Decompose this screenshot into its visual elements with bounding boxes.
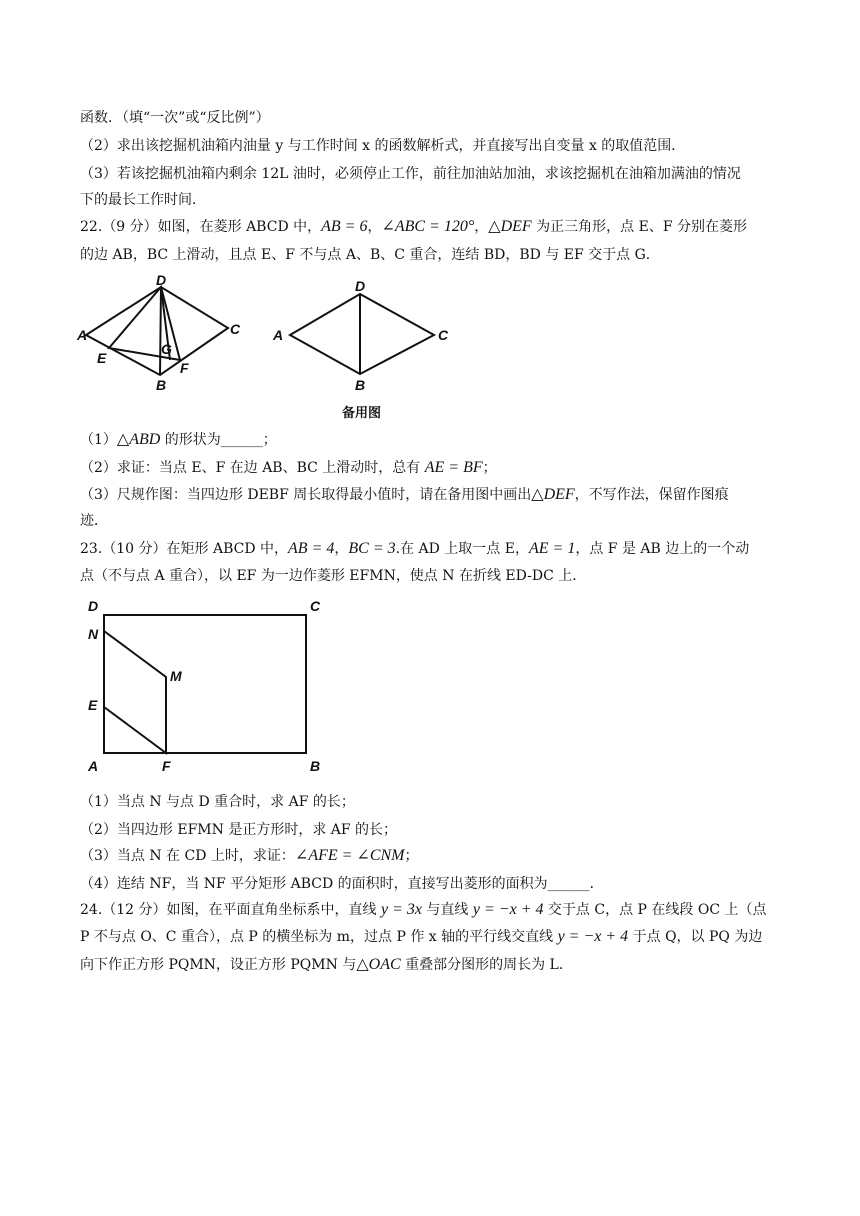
fig2-label-b: B xyxy=(355,377,366,393)
figure-rectangle-rhombus xyxy=(80,593,330,778)
fig1-label-c: C xyxy=(230,321,241,337)
q23-text-a: 23.（10 分）在矩形 ABCD 中， xyxy=(80,541,289,557)
rhombus-abcd-spare xyxy=(290,294,434,374)
segment-bd xyxy=(160,287,161,375)
question-22-part-3 xyxy=(80,485,800,505)
text-line-2: （2）求出该挖掘机油箱内油量 y 与工作时间 x 的函数解析式，并直接写出自变量 x 的取值范围． xyxy=(80,138,686,154)
fig2-label-d: D xyxy=(355,278,366,294)
q24-text-c: 交于点 C，点 P 在线段 OC 上（点 xyxy=(543,902,767,918)
fig1-label-g: G xyxy=(161,341,172,357)
q24-text-g: 重叠部分图形的周长为 L． xyxy=(400,957,573,973)
q23-text-c: ，点 F 是 AB 边上的一个动 xyxy=(575,541,750,557)
question-24-stem-2 xyxy=(80,927,800,947)
question-22-stem-2: 的边 AB，BC 上滑动，且点 E、F 不与点 A、B、C 重合，连结 BD，BD 与 EF 交于点 G． xyxy=(80,247,660,263)
q24-math-line2: y = −x + 4 xyxy=(472,901,544,918)
q24-text-b: 与直线 xyxy=(421,902,473,918)
q24-text-a: 24.（12 分）如图，在平面直角坐标系中，直线 xyxy=(80,902,381,918)
figure-rhombus-with-triangle xyxy=(75,272,250,397)
figure-caption-spare: 备用图 xyxy=(342,406,382,421)
fig1-label-a: A xyxy=(77,327,88,343)
figure-spare-rhombus xyxy=(268,278,458,398)
question-23-part-2: （2）当四边形 EFMN 是正方形时，求 AF 的长； xyxy=(80,822,398,838)
fig3-label-e: E xyxy=(88,697,98,713)
question-23-part-1: （1）当点 N 与点 D 重合时，求 AF 的长； xyxy=(80,794,355,810)
q23-math-ae: AE = 1 xyxy=(528,540,576,557)
question-24-stem xyxy=(80,900,800,920)
q23-math-bc: BC = 3 xyxy=(348,540,396,557)
fig3-label-b: B xyxy=(310,758,321,774)
text-line-1: 函数．（填“一次”或“反比例”） xyxy=(80,110,270,126)
q22p3-text-b: ，不写作法，保留作图痕 xyxy=(574,487,729,503)
q22p2-text-a: （2）求证：当点 E、F 在边 AB、BC 上滑动时，总有 xyxy=(80,460,425,476)
q22-math-angle: ∠ABC = 120° xyxy=(381,218,475,235)
fig3-label-a: A xyxy=(88,758,99,774)
q23p3-math: ∠AFE = ∠CNM xyxy=(294,847,405,864)
question-23-part-4: （4）连结 NF，当 NF 平分矩形 ABCD 的面积时，直接写出菱形的面积为______． xyxy=(80,876,604,892)
q24-math-line3: y = −x + 4 xyxy=(557,928,629,945)
rectangle-abcd xyxy=(104,615,306,753)
q24-math-triangle: △OAC xyxy=(356,956,401,973)
q23-text-b: .在 AD 上取一点 E， xyxy=(395,541,529,557)
q22p1-math: △ABD xyxy=(116,431,161,448)
fig3-label-c: C xyxy=(310,598,321,614)
q22-text-b: 为正三角形，点 E、F 分别在菱形 xyxy=(531,219,747,235)
fig3-label-d: D xyxy=(88,598,99,614)
q24-text-d: P 不与点 O、C 重合），点 P 的横坐标为 m，过点 P 作 x 轴的平行线交直线 xyxy=(80,929,558,945)
question-22-part-2 xyxy=(80,458,800,478)
q24-text-e: 于点 Q，以 PQ 为边 xyxy=(628,929,763,945)
q22p3-text-a: （3）尺规作图：当四边形 DEBF 周长取得最小值时，请在备用图中画出 xyxy=(80,487,532,503)
fig1-label-f: F xyxy=(180,360,189,376)
q22p2-math: AE = BF xyxy=(424,459,483,476)
q22-sep-1: ， xyxy=(367,219,382,235)
rhombus-efmn xyxy=(104,631,166,753)
q22-math-ab: AB = 6 xyxy=(321,218,368,235)
fig3-label-f: F xyxy=(162,758,171,774)
fig1-label-d: D xyxy=(156,272,167,288)
q22p3-math: △DEF xyxy=(531,486,575,503)
fig2-label-c: C xyxy=(438,327,449,343)
q22p1-text-a: （1） xyxy=(80,432,117,448)
rhombus-abcd xyxy=(86,287,228,375)
q22-sep-2: ， xyxy=(474,219,489,235)
q22-math-triangle: △DEF xyxy=(488,218,532,235)
q23p3-text-b: ； xyxy=(404,848,419,864)
question-22-stem xyxy=(80,217,800,237)
q22-text-a: 22.（9 分）如图，在菱形 ABCD 中， xyxy=(80,219,322,235)
q23p3-text-a: （3）当点 N 在 CD 上时，求证： xyxy=(80,848,295,864)
question-22-part-1 xyxy=(80,430,800,450)
question-23-part-3 xyxy=(80,846,800,866)
q23-sep-1: ， xyxy=(334,541,349,557)
question-23-stem-2: 点（不与点 A 重合），以 EF 为一边作菱形 EFMN，使点 N 在折线 ED-DC 上． xyxy=(80,568,587,584)
fig3-label-n: N xyxy=(88,626,99,642)
q24-math-line1: y = 3x xyxy=(380,901,422,918)
q23-math-ab: AB = 4 xyxy=(288,540,335,557)
question-22-part-3-cont: 迹． xyxy=(80,513,108,529)
question-23-stem xyxy=(80,539,800,559)
text-line-3: （3）若该挖掘机油箱内剩余 12L 油时，必须停止工作，前往加油站加油，求该挖掘机在油箱加满油的情况 xyxy=(80,166,741,182)
fig3-label-m: M xyxy=(170,668,182,684)
q22p2-text-b: ； xyxy=(482,460,497,476)
text-line-4: 下的最长工作时间． xyxy=(80,192,206,208)
q24-text-f: 向下作正方形 PQMN，设正方形 PQMN 与 xyxy=(80,957,357,973)
fig1-label-b: B xyxy=(156,377,167,393)
fig2-label-a: A xyxy=(273,327,284,343)
q22p1-text-b: 的形状为______； xyxy=(160,432,277,448)
fig1-label-e: E xyxy=(97,350,107,366)
question-24-stem-3 xyxy=(80,955,800,975)
